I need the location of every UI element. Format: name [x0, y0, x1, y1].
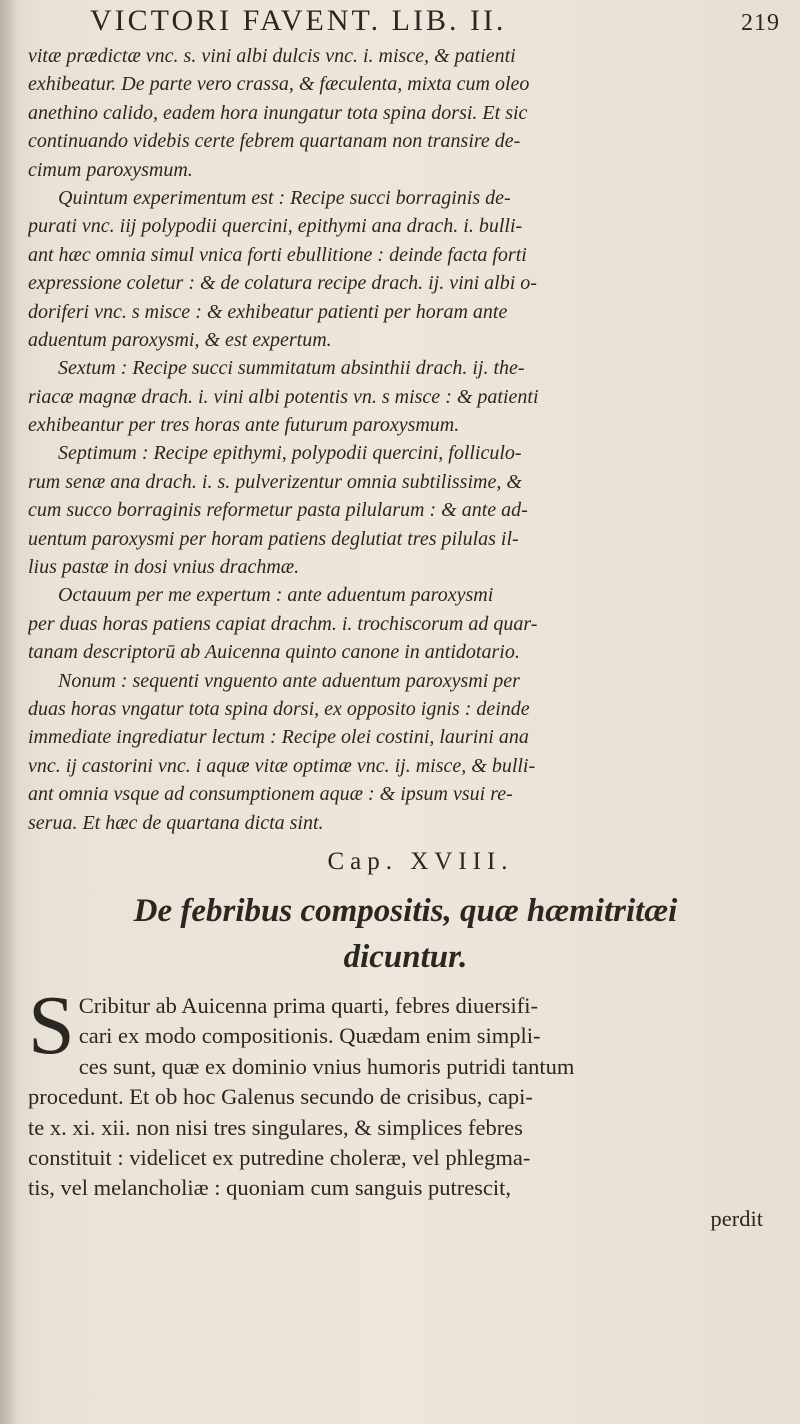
text-line: Septimum : Recipe epithymi, polypodii quercini, folliculo-: [58, 442, 522, 465]
text-line: Nonum : sequenti vnguento ante aduentum paroxysmi per: [58, 669, 520, 692]
section-title: De febribus compositis, quæ hæmitritæi: [133, 892, 678, 929]
text-line: immediate ingrediatur lectum : Recipe olei costini, laurini ana: [28, 726, 529, 749]
text-line: expressione coletur : & de colatura recipe drach. ij. vini albi o-: [28, 272, 537, 295]
text-line: Octauum per me expertum : ante aduentum paroxysmi: [58, 584, 494, 607]
section-title-continued: dicuntur.: [343, 938, 468, 975]
text-line: constituit : videlicet ex putredine choleræ, vel phlegma-: [28, 1144, 531, 1170]
text-line: purati vnc. iij polypodii quercini, epithymi ana drach. i. bulli-: [28, 215, 523, 238]
text-line: vnc. ij castorini vnc. i aquæ vitæ optimæ vnc. ij. misce, & bulli-: [28, 754, 536, 777]
text-line: cari ex modo compositionis. Quædam enim simpli-: [78, 1023, 541, 1049]
text-line: aduentum paroxysmi, & est expertum.: [28, 328, 332, 351]
text-line: lius pastæ in dosi vnius drachmæ.: [28, 556, 300, 579]
text-line: anethino calido, eadem hora inungatur tota spina dorsi. Et sic: [28, 101, 528, 124]
spine-shadow: [0, 0, 18, 1424]
text-line: ant omnia vsque ad consumptionem aquæ : & ipsum vsui re-: [28, 783, 513, 806]
text-line: serua. Et hæc de quartana dicta sint.: [28, 811, 324, 834]
text-line: continuando videbis certe febrem quartanam non transire de-: [28, 130, 521, 153]
text-line: cum succo borraginis reformetur pasta pilularum : & ante ad-: [28, 499, 528, 522]
chapter-body: [28, 978, 783, 1234]
text-line: ant hæc omnia simul vnica forti ebullitione : deinde facta forti: [28, 243, 527, 266]
text-line: Cribitur ab Auicenna prima quarti, febres diuersifi-: [78, 992, 538, 1018]
text-line: Quintum experimentum est : Recipe succi borraginis de-: [58, 186, 511, 209]
text-line: vitæ prædictæ vnc. s. vini albi dulcis vnc. i. misce, & patienti: [28, 45, 516, 67]
text-line: rum senæ ana drach. i. s. pulverizentur omnia subtilissime, &: [28, 470, 522, 493]
text-line: cimum paroxysmum.: [28, 158, 193, 181]
text-line: Sextum : Recipe succi summitatum absinthii drach. ij. the-: [58, 357, 525, 380]
drop-cap: S: [28, 978, 75, 1072]
text-line: procedunt. Et ob hoc Galenus secundo de crisibus, capi-: [28, 1084, 533, 1110]
text-line: tanam descriptorū ab Auicenna quinto canone in antidotario.: [28, 641, 520, 664]
text-line: doriferi vnc. s misce : & exhibeatur patienti per horam ante: [28, 300, 508, 323]
text-line: tis, vel melancholiæ : quoniam cum sanguis putrescit,: [28, 1175, 512, 1201]
text-line: ces sunt, quæ ex dominio vnius humoris putridi tantum: [78, 1053, 575, 1079]
page-number: 219: [741, 10, 780, 36]
text-line: riacæ magnæ drach. i. vini albi potentis vn. s misce : & patienti: [28, 385, 539, 408]
text-block: [28, 42, 783, 1234]
text-line: per duas horas patiens capiat drachm. i. trochiscorum ad quar-: [28, 612, 538, 635]
chapter-heading: Cap. XVIII.: [327, 847, 514, 875]
text-line: exhibeantur per tres horas ante futurum paroxysmum.: [28, 414, 460, 437]
text-line: te x. xi. xii. non nisi tres singulares, & simplices febres: [28, 1114, 523, 1140]
text-line: uentum paroxysmi per horam patiens deglutiat tres pilulas il-: [28, 527, 519, 550]
catchword: perdit: [710, 1205, 763, 1231]
running-header: [90, 4, 780, 44]
text-line: duas horas vngatur tota spina dorsi, ex opposito ignis : deinde: [28, 697, 530, 720]
running-title: VICTORI FAVENT. LIB. II.: [90, 4, 507, 37]
text-line: exhibeatur. De parte vero crassa, & fæculenta, mixta cum oleo: [28, 73, 530, 96]
